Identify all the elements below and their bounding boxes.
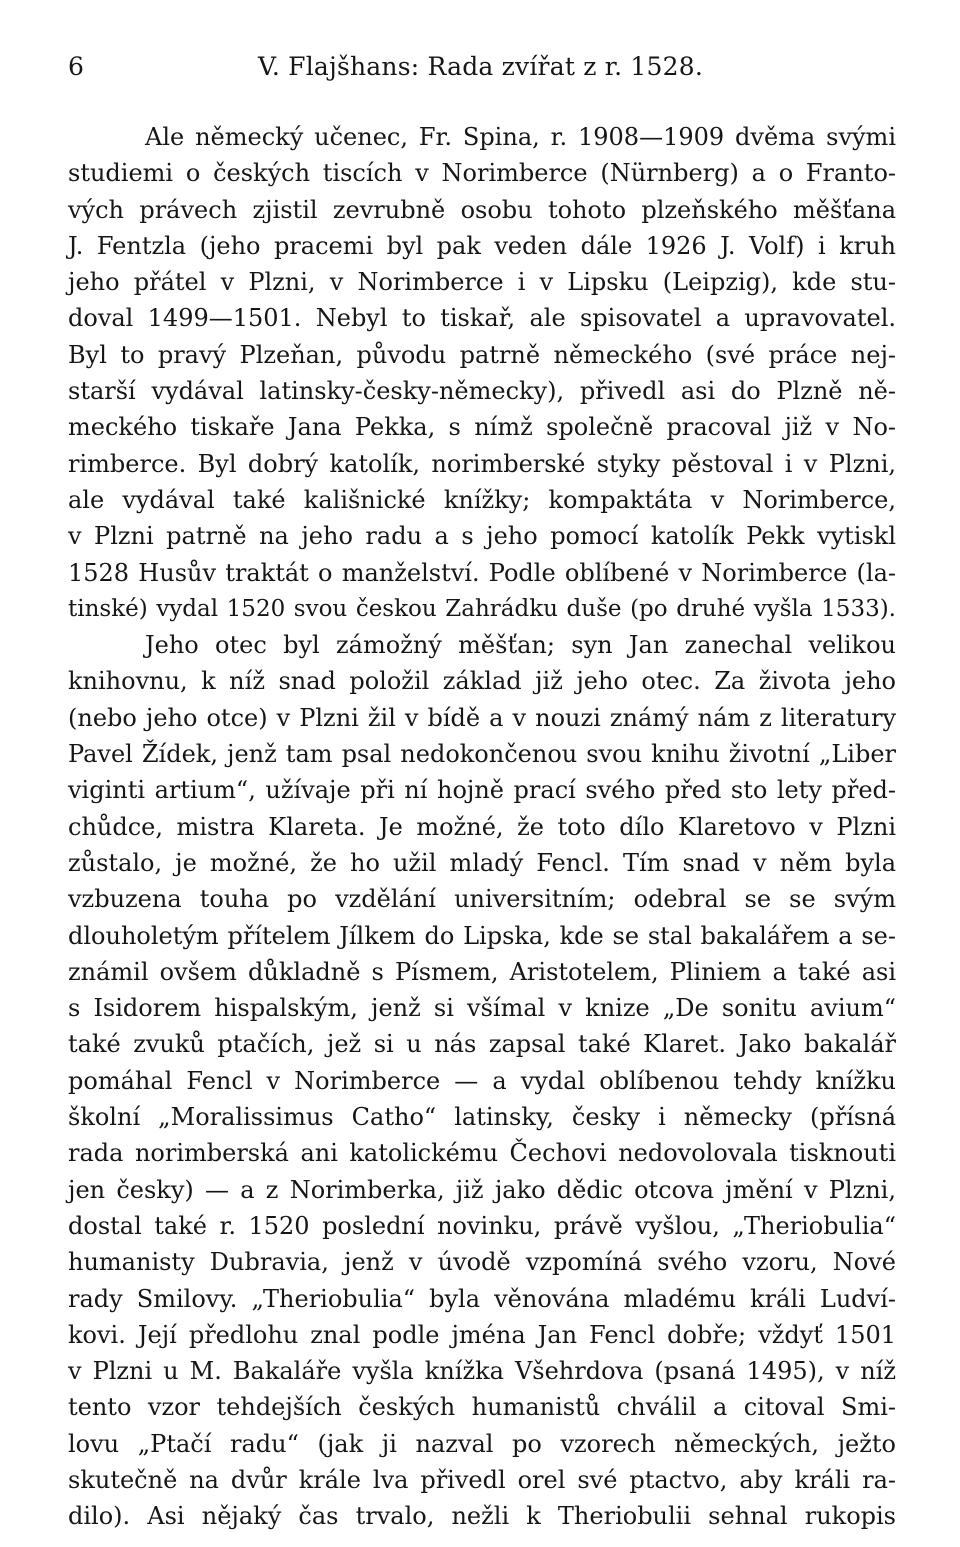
text-line: dlouholetým přítelem Jílkem do Lipska, kde se stal bakalářem a se- [68, 921, 896, 950]
text-line: s Isidorem hispalským, jenž si všímal v knize „De sonitu avium“ [68, 994, 896, 1023]
text-line: lovu „Ptačí radu“ (jak ji nazval po vzorech německých, ježto [68, 1429, 896, 1458]
text-line: v Plzni patrně na jeho radu a s jeho pomocí katolík Pekk vytiskl [68, 522, 896, 551]
text-line: vých právech zjistil zevrubně osobu tohoto plzeňského měšťana [68, 195, 896, 224]
text-line: meckého tiskaře Jana Pekka, s nímž společně pracoval již v No- [68, 413, 896, 442]
text-line: známil ovšem důkladně s Písmem, Aristotelem, Pliniem a také asi [68, 957, 896, 986]
text-line: v Plzni u M. Bakaláře vyšla knížka Všehrdova (psaná 1495), v níž [68, 1357, 896, 1386]
text-line: 1528 Husův traktát o manželství. Podle oblíbené v Norimberce (la- [68, 558, 896, 587]
body-text [68, 119, 896, 1535]
text-line: (nebo jeho otce) v Plzni žil v bídě a v nouzi známý nám z literatury [68, 703, 896, 732]
text-line: starší vydával latinsky-česky-německy), přivedl asi do Plzně ně- [68, 377, 896, 406]
paragraph [68, 119, 896, 627]
text-line: také zvuků ptačích, jež si u nás zapsal také Klaret. Jako bakalář [68, 1030, 896, 1059]
text-line: Pavel Žídek, jenž tam psal nedokončenou svou knihu životní „Liber [68, 740, 896, 769]
text-line: rada norimberská ani katolickému Čechovi nedovolovala tisknouti [68, 1139, 896, 1168]
text-line: jeho přátel v Plzni, v Norimberce i v Lipsku (Leipzig), kde stu- [68, 268, 896, 297]
text-line: Ale německý učenec, Fr. Spina, r. 1908—1909 dvěma svými [145, 123, 896, 151]
text-line: jen česky) — a z Norimberka, již jako dědic otcova jmění v Plzni, [68, 1175, 896, 1204]
text-line: viginti artium“, užívaje při ní hojně prací svého před sto lety před- [68, 776, 896, 805]
text-line: pomáhal Fencl v Norimberce — a vydal oblíbenou tehdy knížku [68, 1066, 896, 1095]
text-line: Jeho otec byl zámožný měšťan; syn Jan zanechal velikou [145, 631, 896, 660]
text-line: skutečně na dvůr krále lva přivedl orel své ptactvo, aby králi ra- [68, 1465, 896, 1494]
text-line: zůstalo, je možné, že ho užil mladý Fencl. Tím snad v něm byla [68, 848, 896, 877]
text-line: tento vzor tehdejších českých humanistů chválil a citoval Smi- [68, 1393, 896, 1422]
text-line: studiemi o českých tiscích v Norimberce (Nürnberg) a o Franto- [68, 159, 896, 188]
text-line: humanisty Dubravia, jenž v úvodě vzpomíná svého vzoru, Nové [68, 1248, 896, 1277]
text-line: ale vydával také kališnické knížky; kompaktáta v Norimberce, [68, 485, 896, 514]
text-line: dostal také r. 1520 poslední novinku, právě vyšlou, „Theriobulia“ [68, 1211, 896, 1240]
paragraph [68, 627, 896, 1534]
text-line: tinské) vydal 1520 svou českou Zahrádku duše (po druhé vyšla 1533). [68, 595, 896, 622]
text-line: vzbuzena touha po vzdělání universitním; odebral se se svým [68, 885, 896, 914]
running-title: V. Flajšhans: Rada zvířat z r. 1528. [258, 52, 703, 81]
text-line: knihovnu, k níž snad položil základ již jeho otec. Za života jeho [68, 667, 896, 696]
text-line: doval 1499—1501. Nebyl to tiskař, ale spisovatel a upravovatel. [68, 304, 896, 333]
page-header [68, 52, 898, 92]
text-line: chůdce, mistra Klareta. Je možné, že toto dílo Klaretovo v Plzni [68, 812, 896, 841]
page-number: 6 [68, 52, 84, 81]
text-line: dilo). Asi nějaký čas trvalo, nežli k Theriobulii sehnal rukopis [68, 1502, 896, 1531]
text-line: školní „Moralissimus Catho“ latinsky, česky i německy (přísná [68, 1103, 896, 1132]
text-line: kovi. Její předlohu znal podle jména Jan Fencl dobře; vždyť 1501 [68, 1320, 896, 1349]
text-line: Byl to pravý Plzeňan, původu patrně německého (své práce nej- [68, 340, 896, 369]
text-line: rady Smilovy. „Theriobulia“ byla věnována mladému králi Ludví- [68, 1284, 896, 1313]
text-line: J. Fentzla (jeho pracemi byl pak veden dále 1926 J. Volf) i kruh [68, 231, 896, 260]
text-line: rimberce. Byl dobrý katolík, norimberské styky pěstoval i v Plzni, [68, 449, 896, 478]
